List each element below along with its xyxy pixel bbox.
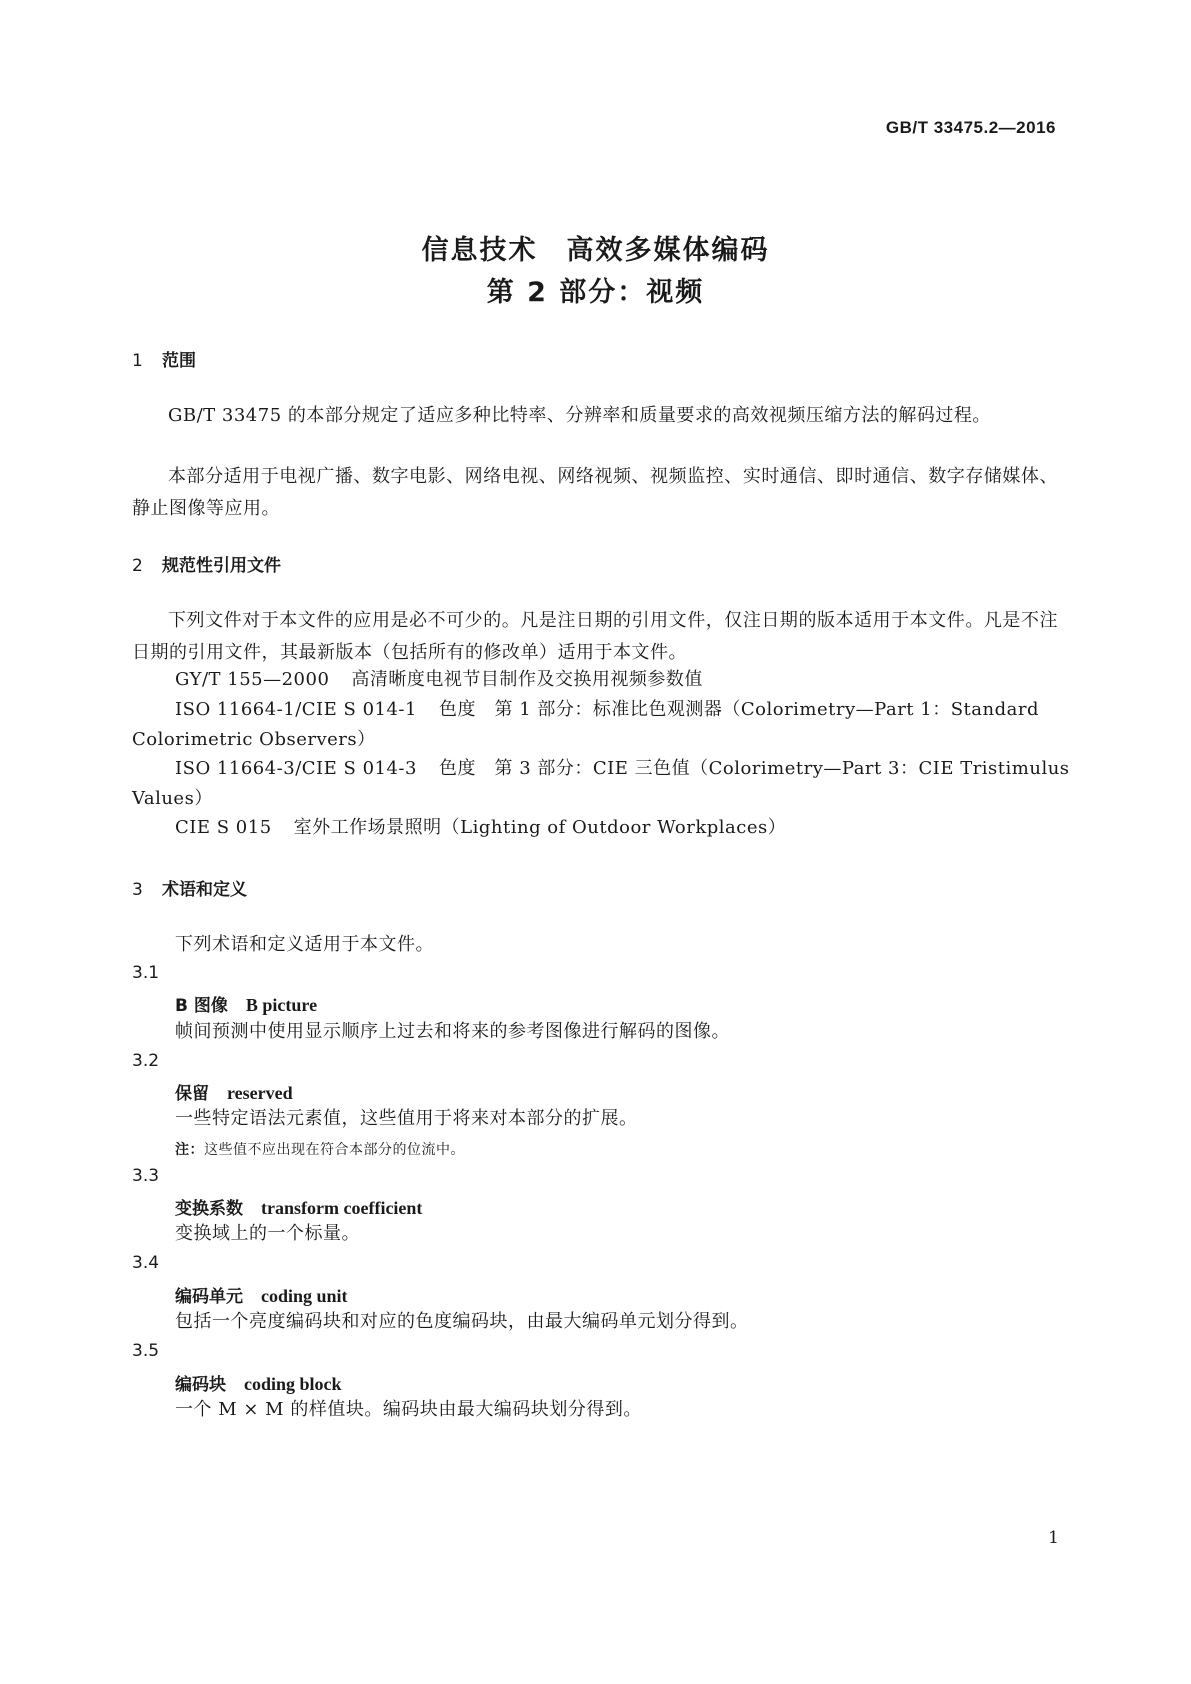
- term-zh: 保留: [175, 1084, 209, 1104]
- term-definition: 一个 M × M 的样值块。编码块由最大编码块划分得到。: [175, 1399, 642, 1420]
- reference-title: 色度 第 3 部分：CIE 三色值（Colorimetry—Part 3：CIE Tristimulus: [438, 758, 1070, 779]
- document-subtitle: 第 2 部分：视频: [486, 277, 705, 308]
- note-text: 这些值不应出现在符合本部分的位流中。: [204, 1142, 465, 1158]
- reference-title: 高清晰度电视节目制作及交换用视频参数值: [351, 669, 703, 690]
- term-en: coding block: [244, 1374, 342, 1394]
- section-heading-terms: [132, 875, 247, 900]
- term-definition: 一些特定语法元素值，这些值用于将来对本部分的扩展。: [175, 1108, 638, 1129]
- term-definition: 帧间预测中使用显示顺序上过去和将来的参考图像进行解码的图像。: [175, 1021, 730, 1042]
- term-definition: 包括一个亮度编码块和对应的色度编码块，由最大编码单元划分得到。: [175, 1311, 749, 1332]
- term-en: B picture: [245, 995, 318, 1015]
- reference-item: [175, 664, 1058, 696]
- reference-code: ISO 11664-3/CIE S 014-3: [175, 758, 417, 779]
- term-heading: [175, 1194, 422, 1219]
- reference-item: [175, 753, 1070, 785]
- term-number: 3.5: [132, 1341, 160, 1361]
- reference-code: GY/T 155—2000: [175, 669, 330, 690]
- term-number: 3.1: [132, 963, 160, 983]
- term-zh: 编码单元: [175, 1287, 243, 1307]
- section-title: 范围: [162, 351, 196, 371]
- term-heading: [175, 991, 317, 1016]
- reference-title: 色度 第 1 部分：标准比色观测器（Colorimetry—Part 1：Standard: [438, 699, 1039, 720]
- term-en: transform coefficient: [261, 1198, 423, 1218]
- section-heading-normative-references: [132, 551, 281, 576]
- section-heading-scope: [132, 346, 196, 371]
- term-number: 3.2: [132, 1051, 160, 1071]
- document-title: 信息技术 高效多媒体编码: [421, 235, 770, 266]
- section-title: 术语和定义: [162, 880, 247, 900]
- term-en: reserved: [227, 1083, 293, 1103]
- term-zh: 编码块: [175, 1375, 226, 1395]
- section-number: 3: [132, 880, 143, 900]
- reference-continuation: Colorimetric Observers）: [132, 729, 376, 750]
- section-title: 规范性引用文件: [162, 556, 281, 576]
- term-heading: [175, 1370, 342, 1395]
- term-en: coding unit: [261, 1286, 348, 1306]
- term-number: 3.3: [132, 1166, 160, 1186]
- terms-intro: 下列术语和定义适用于本文件。: [175, 934, 434, 955]
- section-number: 1: [132, 351, 143, 371]
- scope-paragraph-1: GB/T 33475 的本部分规定了适应多种比特率、分辨率和质量要求的高效视频压缩方法的解码过程。: [168, 405, 991, 426]
- term-definition: 变换域上的一个标量。: [175, 1223, 360, 1244]
- reference-item: [175, 812, 1058, 844]
- standard-code: GB/T 33475.2—2016: [885, 118, 1056, 137]
- term-heading: [175, 1079, 293, 1104]
- reference-code: CIE S 015: [175, 817, 272, 838]
- section-number: 2: [132, 556, 143, 576]
- reference-item: [175, 694, 1058, 726]
- term-number: 3.4: [132, 1253, 160, 1273]
- scope-paragraph-2: 本部分适用于电视广播、数字电影、网络电视、网络视频、视频监控、实时通信、即时通信、数字存储媒体、静止图像等应用。: [132, 466, 1058, 519]
- reference-code: ISO 11664-1/CIE S 014-1: [175, 699, 417, 720]
- reference-title: 室外工作场景照明（Lighting of Outdoor Workplaces）: [293, 817, 787, 838]
- note-label: 注：: [175, 1142, 204, 1158]
- term-note: [175, 1139, 465, 1159]
- term-zh: B 图像: [175, 996, 228, 1016]
- page-number: 1: [1048, 1528, 1059, 1548]
- references-intro: 下列文件对于本文件的应用是必不可少的。凡是注日期的引用文件，仅注日期的版本适用于本文件。凡是不注日期的引用文件，其最新版本（包括所有的修改单）适用于本文件。: [132, 610, 1058, 663]
- reference-continuation: Values）: [132, 788, 213, 809]
- term-zh: 变换系数: [175, 1199, 243, 1219]
- term-heading: [175, 1282, 348, 1307]
